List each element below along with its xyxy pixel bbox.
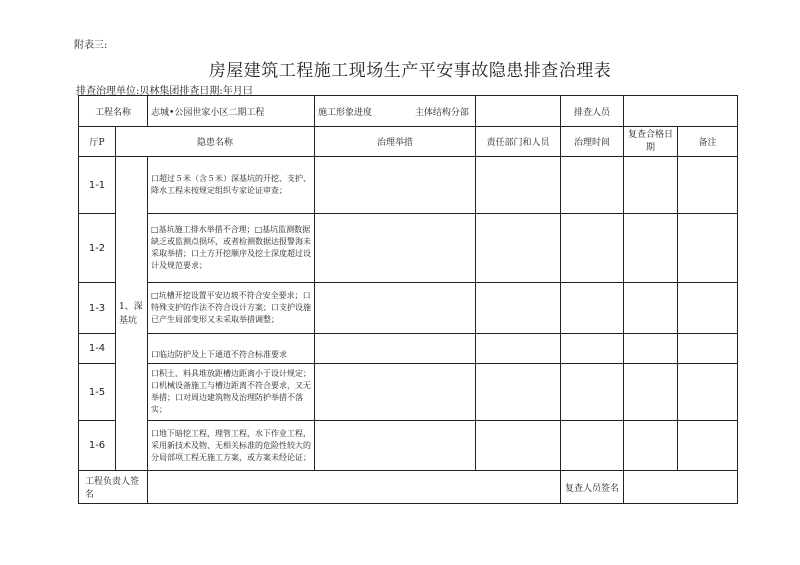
measure-cell[interactable] xyxy=(315,334,476,364)
reviewer-signature-field[interactable] xyxy=(624,471,738,504)
category-line2: 基坑 xyxy=(119,315,138,326)
col-review-line1: 复查合格日 xyxy=(628,129,674,140)
table-row xyxy=(79,334,738,364)
row-id: 1-3 xyxy=(79,283,116,334)
leader-signature-field[interactable] xyxy=(148,471,561,504)
progress-label: 施工形象进度 xyxy=(318,107,373,118)
col-remarks: 备注 xyxy=(678,127,738,157)
date-value: 年月曰 xyxy=(222,86,253,97)
table-row xyxy=(79,421,738,471)
table-row xyxy=(79,157,738,214)
review-cell[interactable] xyxy=(624,334,678,364)
dept-cell[interactable] xyxy=(476,157,561,214)
hazard-description: □坑槽开挖设置平安边坡不符合安全要求；口特殊支护的作法不符合设计方案；口支护设施已产生局部变形又未采取举措调整； xyxy=(148,283,315,334)
measure-cell[interactable] xyxy=(315,283,476,334)
dept-cell[interactable] xyxy=(476,364,561,421)
row-id: 1-4 xyxy=(79,334,116,364)
table-row xyxy=(79,283,738,334)
table-row xyxy=(79,364,738,421)
col-dept: 责任部门和人员 xyxy=(476,127,561,157)
time-cell[interactable] xyxy=(561,214,624,283)
remarks-cell[interactable] xyxy=(678,157,738,214)
project-name-value[interactable]: 志城•公园世家小区二期工程 xyxy=(148,96,315,127)
col-review-date xyxy=(624,127,678,157)
remarks-cell[interactable] xyxy=(678,334,738,364)
review-cell[interactable] xyxy=(624,364,678,421)
unit-prefix: 排查治理单位: xyxy=(76,86,140,97)
remarks-cell[interactable] xyxy=(678,214,738,283)
row-id: 1-2 xyxy=(79,214,116,283)
review-cell[interactable] xyxy=(624,421,678,471)
hazard-description: □基坑施工排水举措不合理；□基坑监测数据缺乏或监测点损坏，或者检测数据达报警海未采取举措；口土方开挖顺序及挖土深度超过设计及规范要求； xyxy=(148,214,315,283)
remarks-cell[interactable] xyxy=(678,421,738,471)
hazard-table xyxy=(78,95,738,504)
remarks-cell[interactable] xyxy=(678,283,738,334)
review-cell[interactable] xyxy=(624,283,678,334)
time-cell[interactable] xyxy=(561,283,624,334)
project-name-label: 工程名称 xyxy=(79,96,148,127)
review-cell[interactable] xyxy=(624,214,678,283)
time-cell[interactable] xyxy=(561,334,624,364)
time-cell[interactable] xyxy=(561,364,624,421)
measure-cell[interactable] xyxy=(315,214,476,283)
dept-cell[interactable] xyxy=(476,283,561,334)
hazard-description: 口超过５米（含５米）深基坑的开挖、支护、降水工程未按规定组织专家论证审查； xyxy=(148,157,315,214)
dept-cell[interactable] xyxy=(476,421,561,471)
reviewer-signature-label: 复查人员签名 xyxy=(561,471,624,504)
inspector-value[interactable] xyxy=(624,96,738,127)
remarks-cell[interactable] xyxy=(678,364,738,421)
table-row xyxy=(79,214,738,283)
progress-spacer xyxy=(476,96,561,127)
row-id: 1-1 xyxy=(79,157,116,214)
col-seq: 厅P xyxy=(79,127,116,157)
hazard-description: 口临边防护及上下通道不符合标准要求 xyxy=(148,334,315,364)
measure-cell[interactable] xyxy=(315,157,476,214)
dept-cell[interactable] xyxy=(476,214,561,283)
inspector-label: 排查人员 xyxy=(561,96,624,127)
project-info-row xyxy=(79,96,738,127)
category-cell xyxy=(116,157,148,471)
review-cell[interactable] xyxy=(624,157,678,214)
document-title: 房屋建筑工程施工现场生产平安事故隐患排查治理表 xyxy=(208,61,612,81)
leader-signature-label: 工程负责人签名 xyxy=(79,471,148,504)
column-header-row xyxy=(79,127,738,157)
hazard-description: 口地下暗挖工程，理管工程，水下作业工程，采用新技术及物、无相关标准的危险性较大的分局部项工程无施工方案，或方案未经论证； xyxy=(148,421,315,471)
col-hazard-name: 隐患名称 xyxy=(116,127,315,157)
measure-cell[interactable] xyxy=(315,364,476,421)
col-time: 治理时间 xyxy=(561,127,624,157)
row-id: 1-6 xyxy=(79,421,116,471)
hazard-description: 口积土、料具堆放距槽边距离小于设计规定；口机械设备施工与槽边距离不符合要求，又无举措；口对周边建筑物及治理防护举措不落实； xyxy=(148,364,315,421)
measure-cell[interactable] xyxy=(315,421,476,471)
dept-cell[interactable] xyxy=(476,334,561,364)
progress-value[interactable]: 主体结构分部 xyxy=(414,107,469,118)
col-measures: 治理举措 xyxy=(315,127,476,157)
unit-value: 贝林集团排查日期: xyxy=(139,86,223,97)
time-cell[interactable] xyxy=(561,157,624,214)
time-cell[interactable] xyxy=(561,421,624,471)
category-line1: 1、深 xyxy=(119,301,143,312)
col-review-line2: 期 xyxy=(646,142,656,153)
document-label: 附表三: xyxy=(74,40,108,51)
progress-cell xyxy=(315,96,476,127)
row-id: 1-5 xyxy=(79,364,116,421)
signature-row xyxy=(79,471,738,504)
